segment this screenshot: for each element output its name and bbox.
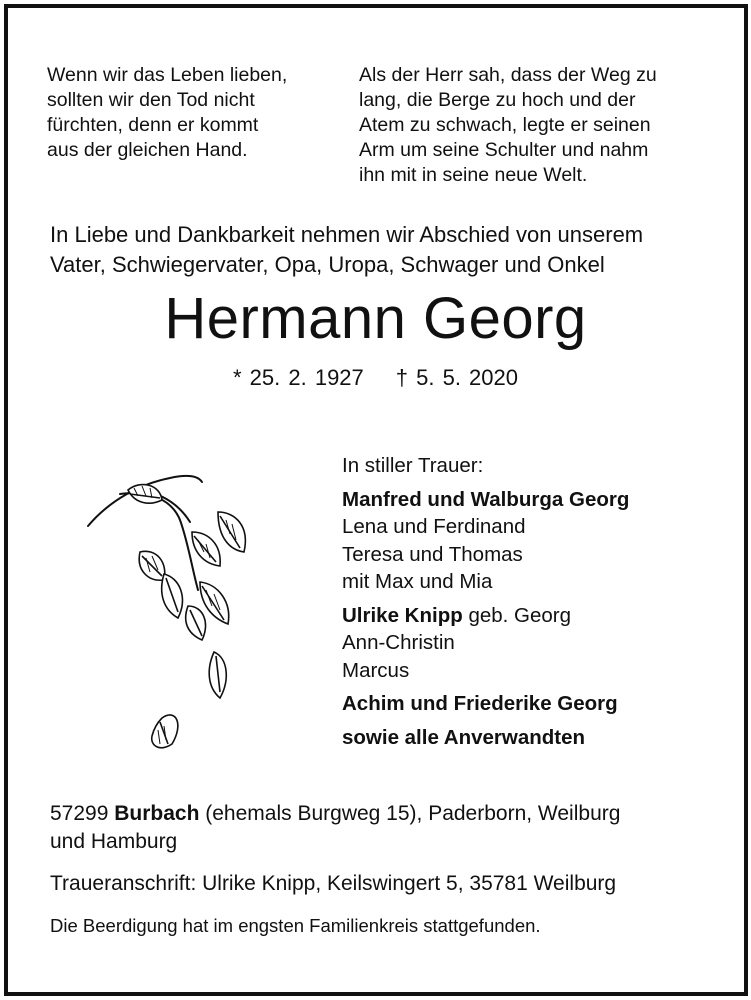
verse-left <box>47 63 287 163</box>
verse-right-line: Als der Herr sah, dass der Weg zu <box>359 64 657 86</box>
verse-right-line: lang, die Berge zu hoch und der <box>359 89 636 111</box>
verse-left-line: fürchten, denn er kommt <box>47 114 259 136</box>
mourner-member: Ann-Christin <box>342 631 455 654</box>
address-rest: (ehemals Burgweg 15), Paderborn, Weilburg <box>199 802 621 825</box>
verse-left-line: aus der gleichen Hand. <box>47 139 248 161</box>
mourner-member: Teresa und Thomas <box>342 542 523 566</box>
verse-right-line: Atem zu schwach, legte er seinen <box>359 114 651 136</box>
birth-date: * 25. 2. 1927 <box>233 365 364 390</box>
intro-line: In Liebe und Dankbarkeit nehmen wir Abschied von unserem <box>50 222 644 247</box>
mourner-group-head: Achim und Friederike Georg <box>342 692 618 715</box>
mourner-member: Lena und Ferdinand <box>342 515 526 538</box>
city-name: Burbach <box>114 802 200 825</box>
death-date: † 5. 5. 2020 <box>395 365 518 390</box>
mourner-group-head: Ulrike Knipp <box>342 603 463 627</box>
address-block <box>50 800 620 856</box>
mourners-heading: In stiller Trauer: <box>342 454 484 477</box>
mourner-group-head-line <box>342 602 629 630</box>
mourners-list <box>342 452 629 757</box>
mourner-member: Marcus <box>342 658 410 682</box>
verse-right-line: Arm um seine Schulter und nahm <box>359 139 649 161</box>
mourner-group-head: Manfred und Walburga Georg <box>342 487 630 511</box>
life-dates <box>0 364 751 392</box>
mourning-address: Traueranschrift: Ulrike Knipp, Keilswingert 5, 35781 Weilburg <box>50 872 617 895</box>
mourners-heading-group <box>342 452 629 480</box>
mourner-maiden-name: geb. Georg <box>462 603 572 627</box>
intro-text <box>50 220 643 280</box>
verse-left-line: Wenn wir das Leben lieben, <box>47 64 288 86</box>
verse-right-line: ihn mit in seine neue Welt. <box>359 164 588 186</box>
deceased-name: Hermann Georg <box>164 286 587 351</box>
mourner-group-2 <box>342 602 629 685</box>
verse-left-line: sollten wir den Tod nicht <box>47 89 255 111</box>
falling-leaves-illustration <box>80 460 265 770</box>
intro-line: Vater, Schwiegervater, Opa, Uropa, Schwager und Onkel <box>50 252 605 277</box>
address-line-1 <box>50 800 620 828</box>
mourner-relatives: sowie alle Anverwandten <box>342 725 586 749</box>
funeral-note: Die Beerdigung hat im engsten Familienkreis stattgefunden. <box>50 915 541 936</box>
mourner-group-1 <box>342 486 629 596</box>
mourner-member: mit Max und Mia <box>342 570 493 593</box>
mourner-group-3 <box>342 690 629 751</box>
address-line-2: und Hamburg <box>50 830 178 853</box>
verse-right <box>359 63 657 188</box>
zip-code: 57299 <box>50 802 115 825</box>
